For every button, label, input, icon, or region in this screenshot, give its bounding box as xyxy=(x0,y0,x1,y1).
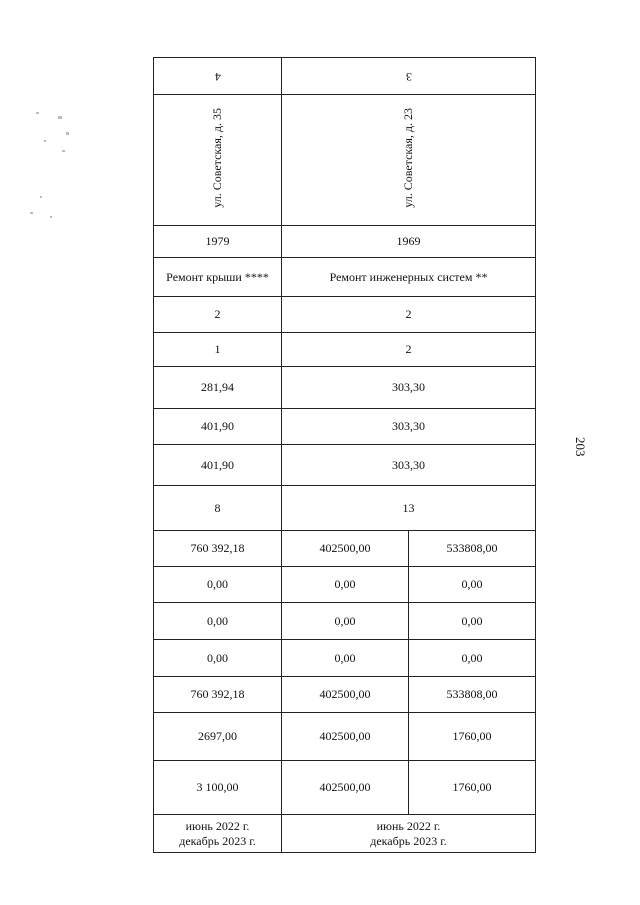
cell-c1: 0,00 xyxy=(154,567,282,603)
cell-c3: 0,00 xyxy=(409,640,536,677)
cell-left: 8 xyxy=(154,486,282,531)
cell-c2: 402500,00 xyxy=(282,713,409,761)
cell-c3: 0,00 xyxy=(409,567,536,603)
table-row xyxy=(154,367,536,409)
table-row xyxy=(154,713,536,761)
cell-c2: 402500,00 xyxy=(282,531,409,567)
cell-c1: 3 100,00 xyxy=(154,761,282,815)
cell-c1: 0,00 xyxy=(154,640,282,677)
scan-speck xyxy=(58,116,62,119)
period-left xyxy=(154,815,282,853)
cell-right: 13 xyxy=(282,486,536,531)
table-row xyxy=(154,333,536,367)
work-type-left: Ремонт крыши **** xyxy=(154,258,282,297)
work-type-row xyxy=(154,258,536,297)
cell-c1: 760 392,18 xyxy=(154,531,282,567)
table-row xyxy=(154,445,536,486)
cell-c3: 1760,00 xyxy=(409,713,536,761)
scan-speck xyxy=(66,132,69,135)
scan-speck xyxy=(62,150,65,152)
scan-speck xyxy=(30,212,33,214)
table-row xyxy=(154,297,536,333)
work-type-right: Ремонт инженерных систем ** xyxy=(282,258,536,297)
scan-speck xyxy=(44,140,46,142)
table-row xyxy=(154,761,536,815)
period-right-line2: декабрь 2023 г. xyxy=(370,833,447,848)
table-row xyxy=(154,640,536,677)
period-row xyxy=(154,815,536,853)
table-row xyxy=(154,531,536,567)
address-right: ул. Советская, д. 23 xyxy=(282,95,536,226)
cell-c2: 402500,00 xyxy=(282,761,409,815)
cell-c3: 533808,00 xyxy=(409,531,536,567)
cell-left: 401,90 xyxy=(154,409,282,445)
table-row xyxy=(154,409,536,445)
cell-c1: 760 392,18 xyxy=(154,677,282,713)
address-row xyxy=(154,95,536,226)
cell-c2: 0,00 xyxy=(282,603,409,640)
column-number-right: 3 xyxy=(282,58,536,95)
repair-program-table xyxy=(153,57,536,853)
cell-c2: 0,00 xyxy=(282,567,409,603)
year-row xyxy=(154,226,536,258)
cell-c1: 2697,00 xyxy=(154,713,282,761)
period-right xyxy=(282,815,536,853)
period-right-line1: июнь 2022 г. xyxy=(376,818,441,833)
scan-speck xyxy=(50,216,52,218)
cell-c3: 0,00 xyxy=(409,603,536,640)
table-row xyxy=(154,567,536,603)
cell-right: 303,30 xyxy=(282,445,536,486)
scan-speck xyxy=(36,112,39,114)
cell-right: 303,30 xyxy=(282,367,536,409)
address-left: ул. Советская, д. 35 xyxy=(154,95,282,226)
cell-left: 401,90 xyxy=(154,445,282,486)
cell-left: 1 xyxy=(154,333,282,367)
cell-c2: 0,00 xyxy=(282,640,409,677)
period-left-line2: декабрь 2023 г. xyxy=(179,833,256,848)
page-number: 203 xyxy=(573,437,588,457)
scan-speck xyxy=(40,196,42,198)
table-row xyxy=(154,486,536,531)
cell-left: 2 xyxy=(154,297,282,333)
year-right: 1969 xyxy=(282,226,536,258)
cell-c1: 0,00 xyxy=(154,603,282,640)
cell-c3: 1760,00 xyxy=(409,761,536,815)
cell-right: 303,30 xyxy=(282,409,536,445)
column-number-left: 4 xyxy=(154,58,282,95)
column-number-row xyxy=(154,58,536,95)
cell-left: 281,94 xyxy=(154,367,282,409)
year-left: 1979 xyxy=(154,226,282,258)
table-row xyxy=(154,677,536,713)
table-row xyxy=(154,603,536,640)
cell-c2: 402500,00 xyxy=(282,677,409,713)
cell-right: 2 xyxy=(282,333,536,367)
cell-c3: 533808,00 xyxy=(409,677,536,713)
cell-right: 2 xyxy=(282,297,536,333)
period-left-line1: июнь 2022 г. xyxy=(185,818,250,833)
